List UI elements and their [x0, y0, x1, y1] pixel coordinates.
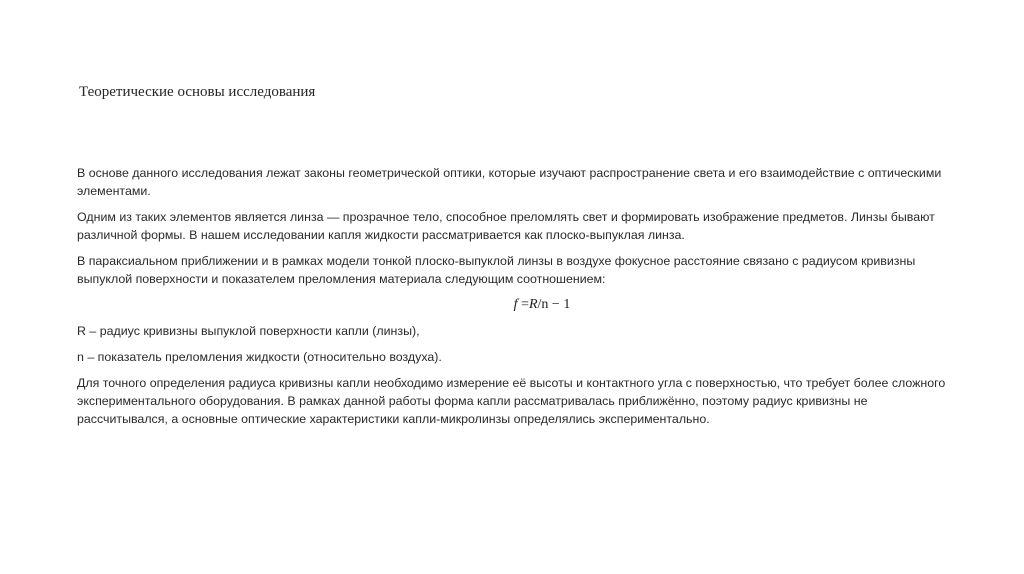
focal-length-formula [77, 296, 957, 314]
definition-n: n – показатель преломления жидкости (относительно воздуха). [77, 350, 442, 364]
formula-equals: = [517, 297, 529, 312]
paragraph-lens: Одним из таких элементов является линза — прозрачное тело, способное преломлять свет и формировать изображение предметов. Линзы бывают различной формы. В нашем исследовании капля жидкости рассматривается как плоско-выпуклая линза. [77, 210, 935, 242]
formula-f: f [513, 297, 518, 312]
paragraph-closing: Для точного определения радиуса кривизны капли необходимо измерение её высоты и контактного угла с поверхностью, что требует более сложного экспериментального оборудования. В рамках данной работы форма капли рассматривалась приближённо, поэтому радиус кривизны не рассчитывался, а основные оптические характеристики капли-микролинзы определялись экспериментально. [77, 376, 946, 426]
formula-rest: /n − 1 [537, 297, 571, 312]
slide-title: Теоретические основы исследования [79, 84, 316, 100]
definition-r: R – радиус кривизны выпуклой поверхности капли (линзы), [77, 324, 420, 338]
formula-r: R [528, 297, 538, 312]
paragraph-intro: В основе данного исследования лежат законы геометрической оптики, которые изучают распространение света и его взаимодействие с оптическими элементами. [77, 166, 942, 198]
paragraph-paraxial: В параксиальном приближении и в рамках модели тонкой плоско-выпуклой линзы в воздухе фокусное расстояние связано с радиусом кривизны выпуклой поверхности и показателем преломления материала следующим соотношением: [77, 254, 916, 286]
slide-body [77, 164, 957, 436]
